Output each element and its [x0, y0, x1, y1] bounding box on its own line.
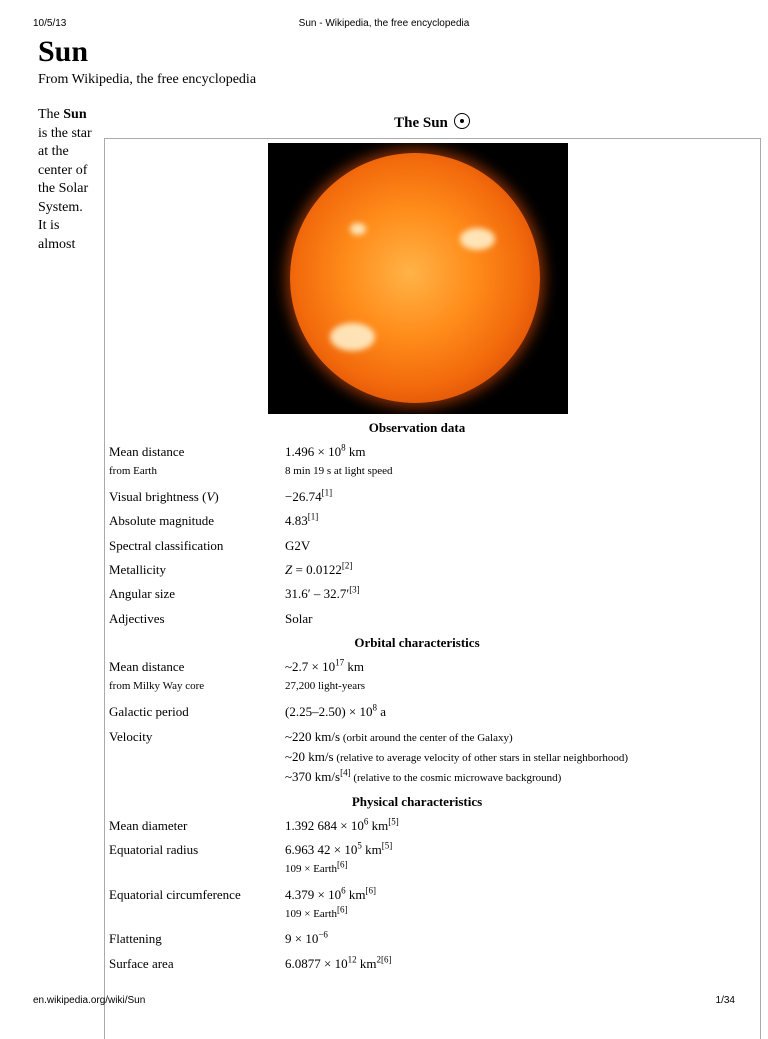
- unit: km: [344, 659, 364, 674]
- value-flattening: [285, 931, 328, 947]
- print-page-number: 1/34: [715, 995, 735, 1006]
- page-title: Sun: [38, 35, 89, 68]
- value-light-years: 27,200 light-years: [285, 680, 366, 692]
- unit: km: [345, 444, 366, 459]
- label-mean-distance-galaxy: Mean distance: [109, 659, 185, 674]
- value-galactic-period: [285, 704, 386, 720]
- label-equatorial-radius: Equatorial radius: [109, 842, 199, 857]
- value-adjectives: Solar: [285, 611, 313, 626]
- value-light-speed: 8 min 19 s at light speed: [285, 465, 393, 477]
- print-date: 10/5/13: [33, 18, 67, 29]
- unit: a: [377, 704, 387, 719]
- value-text: 9 × 10: [285, 931, 319, 946]
- value-text: 4.379 × 10: [285, 887, 342, 902]
- value-mean-diameter: [285, 818, 399, 834]
- value-text: ~20 km/s: [285, 749, 334, 764]
- intro-bold-term: Sun: [63, 107, 87, 122]
- sun-image[interactable]: [268, 143, 568, 414]
- citation-link[interactable]: [4]: [340, 767, 351, 778]
- infobox-caption: [104, 113, 760, 132]
- citation-link[interactable]: [2]: [341, 560, 353, 571]
- value-equatorial-circumference: [285, 887, 376, 903]
- value-text: 109 × Earth: [285, 863, 338, 875]
- label-text-end: ): [214, 489, 219, 504]
- intro-paragraph: [38, 106, 94, 254]
- print-url: en.wikipedia.org/wiki/Sun: [33, 995, 146, 1006]
- label-mean-diameter: Mean diameter: [109, 818, 188, 833]
- intro-text-rest: is the star at the center of the Solar System. It is almost: [38, 125, 92, 252]
- value-note: (relative to the cosmic microwave background): [350, 772, 562, 784]
- label-variable: V: [206, 489, 215, 504]
- intro-text-start: The: [38, 107, 64, 122]
- value-text: 6.963 42 × 10: [285, 842, 358, 857]
- citation-link[interactable]: [6]: [337, 859, 348, 870]
- value-note: (orbit around the center of the Galaxy): [340, 732, 513, 744]
- value-text: −26.74: [285, 489, 322, 504]
- value-spectral-classification: G2V: [285, 538, 311, 553]
- unit: km: [345, 887, 366, 902]
- value-mean-distance: [285, 444, 365, 460]
- citation-link[interactable]: [1]: [307, 511, 319, 522]
- infobox-title: The Sun: [394, 115, 448, 131]
- unit: km: [368, 818, 389, 833]
- value-text: 1.392 684 × 10: [285, 818, 364, 833]
- value-variable: Z: [285, 562, 293, 577]
- solar-flare: [460, 228, 495, 250]
- exponent: 17: [335, 657, 345, 668]
- value-surface-area: [285, 956, 391, 972]
- value-text: 31.6′ – 32.7′: [285, 586, 350, 601]
- page-subtitle: From Wikipedia, the free encyclopedia: [38, 72, 257, 87]
- value-velocity-neighborhood: [285, 749, 628, 765]
- sublabel-from-galaxy-core: from Milky Way core: [109, 680, 205, 692]
- exponent: 8: [341, 442, 346, 453]
- value-equatorial-radius: [285, 842, 392, 858]
- section-physical-characteristics: Physical characteristics: [351, 794, 483, 809]
- exponent: 6: [341, 885, 346, 896]
- value-velocity-cmb: [285, 769, 561, 785]
- value-metallicity: [285, 562, 352, 578]
- value-text: (2.25–2.50) × 10: [285, 704, 373, 719]
- label-visual-brightness: [109, 489, 219, 505]
- label-metallicity: Metallicity: [109, 562, 167, 577]
- citation-link[interactable]: [6]: [380, 954, 392, 965]
- value-text: 4.83: [285, 513, 308, 528]
- label-galactic-period: Galactic period: [109, 704, 189, 719]
- citation-link[interactable]: [6]: [337, 904, 348, 915]
- citation-link[interactable]: [5]: [388, 816, 399, 827]
- section-observation-data: Observation data: [368, 420, 466, 435]
- value-circumference-earth-ratio: [285, 904, 348, 920]
- value-text: ~2.7 × 10: [285, 659, 336, 674]
- sublabel-from-earth: from Earth: [109, 465, 157, 477]
- label-surface-area: Surface area: [109, 956, 174, 971]
- value-text: ~370 km/s: [285, 769, 341, 784]
- value-absolute-magnitude: [285, 513, 318, 529]
- exponent: 2: [376, 954, 381, 965]
- exponent: 8: [372, 702, 377, 713]
- label-text: Visual brightness (: [109, 489, 207, 504]
- value-text: = 0.0122: [292, 562, 342, 577]
- sun-symbol-icon: [454, 113, 470, 129]
- label-mean-distance: Mean distance: [109, 444, 185, 459]
- value-text: 6.0877 × 10: [285, 956, 348, 971]
- citation-link[interactable]: [6]: [365, 885, 376, 896]
- section-orbital-characteristics: Orbital characteristics: [354, 635, 480, 650]
- value-note: (relative to average velocity of other stars in stellar neighborhood): [333, 752, 629, 764]
- exponent: 6: [363, 816, 369, 827]
- label-flattening: Flattening: [109, 931, 162, 946]
- citation-link[interactable]: [3]: [349, 584, 360, 595]
- value-velocity-galaxy: [285, 729, 513, 745]
- value-text: ~220 km/s: [285, 729, 341, 744]
- label-velocity: Velocity: [109, 729, 153, 744]
- unit: km: [356, 956, 377, 971]
- solar-flare: [330, 323, 375, 351]
- label-angular-size: Angular size: [109, 586, 176, 601]
- print-page-title: Sun - Wikipedia, the free encyclopedia: [298, 18, 470, 29]
- exponent: −6: [318, 929, 328, 940]
- exponent: 12: [347, 954, 357, 965]
- value-text: 109 × Earth: [285, 908, 338, 920]
- value-visual-brightness: [285, 489, 332, 505]
- label-spectral-classification: Spectral classification: [109, 538, 224, 553]
- value-radius-earth-ratio: [285, 859, 348, 875]
- label-equatorial-circumference: Equatorial circumference: [109, 887, 241, 902]
- citation-link[interactable]: [5]: [381, 840, 393, 851]
- value-text: 1.496 × 10: [285, 444, 342, 459]
- label-adjectives: Adjectives: [109, 611, 165, 626]
- exponent: 5: [357, 840, 362, 851]
- unit: km: [361, 842, 382, 857]
- sun-disc: [290, 153, 540, 403]
- citation-link[interactable]: [1]: [321, 487, 333, 498]
- solar-flare: [350, 223, 366, 235]
- label-absolute-magnitude: Absolute magnitude: [109, 513, 215, 528]
- value-angular-size: [285, 586, 360, 602]
- value-mean-distance-galaxy: [285, 659, 364, 675]
